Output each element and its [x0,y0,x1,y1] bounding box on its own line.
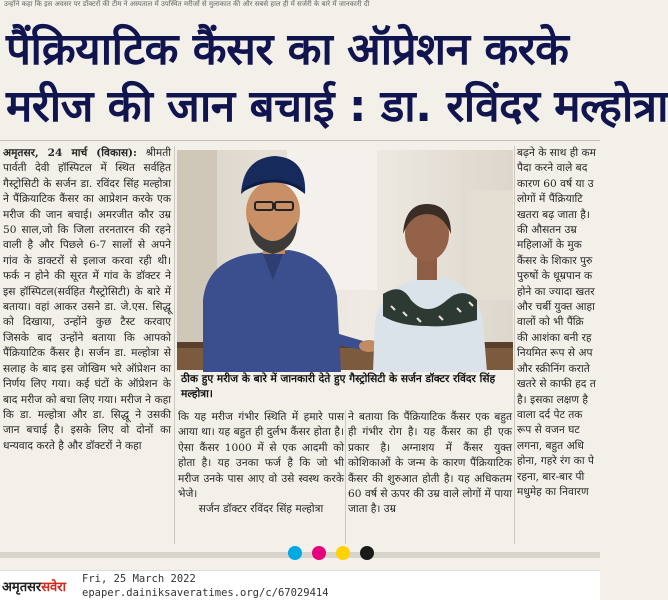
headline-line-1: पैंक्रियाटिक कैंसर का ऑप्रेशन करके [6,24,569,75]
column-4-line: पैदा करने वाले बद [517,162,588,175]
column-4-line: होना, गहरे रंग का पे [517,455,594,468]
publication-logo [2,577,66,595]
headline-line-2: मरीज की जान बचाई : डा. रविंदर मल्होत्रा [6,81,668,132]
epaper-footer [0,570,600,600]
press-mark-cyan [288,546,302,560]
column-4-line: पुरुषों के धूम्रपान क [517,270,593,283]
column-4-line: और चर्बी युक्त आहा [517,301,595,314]
article-photo [177,150,513,370]
column-4-line: खतरा बढ़ जाता है। [517,208,590,221]
dateline: अमृतसर, 24 मार्च (विकास): [3,147,137,159]
column-4-line: नियमित रूप से अप [517,347,593,360]
column-4-line: और स्क्रीनिंग कराते [517,362,590,375]
doctor-and-patient-photo [177,150,513,370]
column-divider [514,146,515,544]
article-column-3-text: ने बताया कि पैंक्रियाटिक कैंसर एक बहुत ही गंभीर रोग है। यह कैंसर का ही एक प्रकार है। अग्नाशय में कैंसर युक्त कोशिकाओं के जन्म के कारण पैंक्रियाटिक कैंसर की शुरुआत होती है। यह अधिकतम 60 वर्ष से ऊपर की उम्र वाले लोगों में पाया जाता है। उम्र [348,411,512,516]
article-column-2 [178,410,344,544]
column-4-line: रूप से वजन घट [517,424,580,437]
column-4-line: लगना, बहुत अधि [517,439,584,452]
article-column-1-text: श्रीमती पार्वती देवी हॉस्पिटल में स्थित सर्वहित गैस्ट्रोसिटी के सर्जन डा. रविंदर सिंह मल्होत्रा ने पैंक्रियाटिक कैंसर का आप्रेशन करके एक मरीज की जान बचाई। अमरजीत कौर उम्र 50 साल,जो कि जिला तरनतारन की रहने वाली है और पिछले 6-7 सालों से अपने गांव के डाक्टरों से इलाज करवा रही थी। फर्क न होने की सूरत में गांव के डॉक्टर ने इस हॉस्पिटल(सर्वहित गैस्ट्रोसिटी) के बारे में बताया। वहां आकर उसने डा. जे.एस. सिद्धू को दिखाया, उन्होंने कुछ टैस्ट करवाए जिसके बाद उन्होंने बताया कि आपको पैंक्रियाटिक कैंसर है। सर्जन डा. मल्होत्रा से सलाह के बाद इस जोखिम भरे ऑप्रेशन का निर्णय लिए गया। कई घंटों के ऑप्रेशन के बाद मरीज को बचा लिए गया। मरीज ने कहा कि डा. मल्होत्रा और डा. सिद्धू ने उसकी जान बचाई है। इसके लिए वो दोनों का धन्यवाद करते है और डॉक्टरों ने कहा [3,147,171,452]
column-4-line: है। इसका लक्षण है [517,393,589,406]
headline-rule [0,140,600,141]
column-4-line: होने का ज्यादा खतर [517,285,595,298]
column-divider [345,410,346,544]
column-4-line: महिलाओं के मुक [517,239,582,252]
press-mark-yellow [336,546,350,560]
photo-caption: ठीक हुए मरीज के बारे में जानकारी देते हुए गैस्ट्रोसिटी के सर्जन डॉक्टर रविंदर सिंह मल्होत्रा। [181,373,496,400]
press-mark-magenta [312,546,326,560]
article-column-3 [348,410,512,544]
column-4-line: वालों को भी पैंक्रि [517,316,584,329]
column-4-line: कैंसर के शिकार पुरु [517,254,593,267]
press-mark-black [360,546,374,560]
column-4-line: वाला दर्द पेट तक [517,408,583,421]
surgeon-credit: सर्जन डॉक्टर रविंदर सिंह मल्होत्रा [198,503,324,516]
article-column-1 [3,146,171,544]
previous-article-strip: उन्होंने कहा कि इस अवसर पर डॉक्टरों की टीम ने अस्पताल में उपस्थित मरीजों से मुलाकात की और सबसे हाल ही में सर्जरी के बारे में जानकारी दी [4,0,370,8]
footer-meta [82,572,329,600]
column-4-line: मधुमेह का निवारण [517,485,589,498]
article-column-4 [517,146,600,544]
logo-main: अमृतसर [2,580,42,595]
article-column-2-text: कि यह मरीज गंभीर स्थिति में हमारे पास आया था। यह बहुत ही दुर्लभ कैंसर होता है। ऐसा कैंसर 1000 में से एक आदमी को होता है। यह उनका फर्ज है कि जो भी मरीज उनके पास आए वो उसे स्वस्थ करके भेजे। [178,411,344,501]
column-4-line: की औसतन उम्र [517,224,577,237]
column-4-line: बढ़ने के साथ ही कम [517,147,597,159]
column-4-line: रहना, बार-बार पी [517,470,585,483]
logo-accent: सवेरा [41,580,66,595]
column-4-line: कारण 60 वर्ष या उ [517,177,594,190]
column-4-line: खतरे से काफी हद त [517,378,596,391]
column-4-line: की आशंका बनी रह [517,331,592,344]
epaper-url[interactable]: epaper.dainiksaveratimes.org/c/67029414 [82,587,329,599]
column-4-line: लोगों में पैंक्रियाटि [517,193,583,206]
column-divider [174,146,175,544]
publication-date: Fri, 25 March 2022 [82,573,196,585]
